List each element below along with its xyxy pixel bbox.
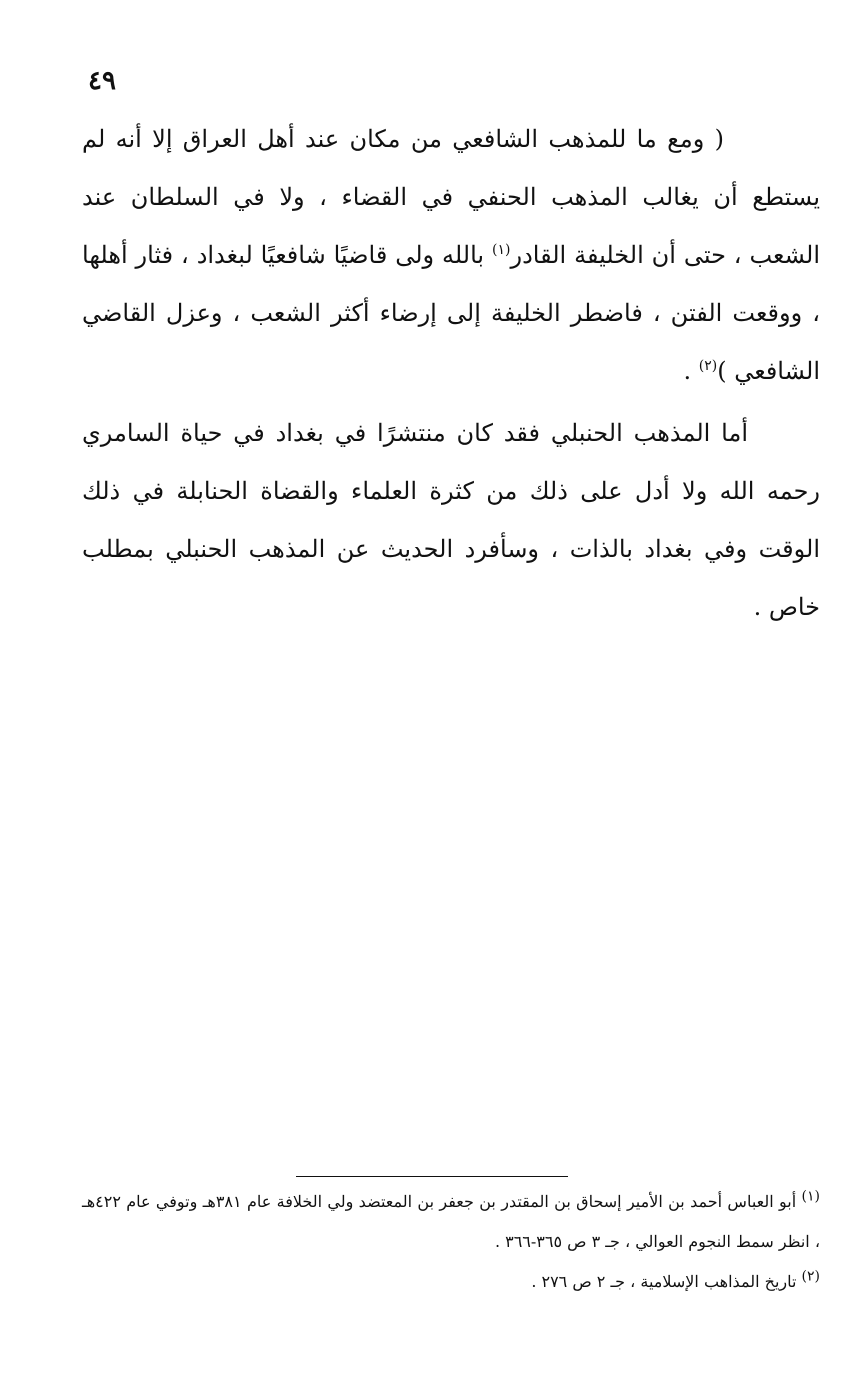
- paragraph-text: يستطع أن يغالب المذهب الحنفي في القضاء ، ولا في السلطان عند الشعب ، حتى أن الخليفة القادر: [82, 183, 820, 269]
- footnote-ref-1[interactable]: (١): [492, 242, 511, 258]
- paragraph-text: بالله ولى قاضيًا شافعيًا لبغداد ، فثار أهلها ، ووقعت الفتن ، فاضطر الخليفة إلى إرضاء أكثر الشعب ، وعزل القاضي الشافعي ): [82, 241, 820, 385]
- footnote-separator: [296, 1176, 568, 1177]
- footnote-1: [82, 1182, 820, 1262]
- paragraph-shafii: [82, 110, 820, 400]
- main-text: [82, 110, 820, 636]
- paragraph-end: .: [683, 357, 699, 385]
- footnotes: [82, 1182, 820, 1302]
- footnote-marker-2: (٢): [801, 1268, 820, 1285]
- page-number: ٤٩: [88, 66, 116, 96]
- footnote-ref-2[interactable]: (٢): [698, 358, 718, 374]
- footnote-text-1: أبو العباس أحمد بن الأمير إسحاق بن المقتدر بن جعفر بن المعتضد ولي الخلافة عام ٣٨١هـ وتوفي عام ٤٢٢هـ ، انظر سمط النجوم العوالي ، جـ ٣ ص ٣٦٥-٣٦٦ .: [82, 1192, 820, 1251]
- footnote-marker-1: (١): [801, 1188, 821, 1205]
- paragraph-first-line: ( ومع ما للمذهب الشافعي من مكان عند أهل العراق إلا أنه لم: [82, 125, 724, 153]
- paragraph-hanbali: أما المذهب الحنبلي فقد كان منتشرًا في بغداد في حياة السامري رحمه الله ولا أدل على ذلك من كثرة العلماء والقضاة الحنابلة في ذلك الوقت وفي بغداد بالذات ، وسأفرد الحديث عن المذهب الحنبلي بمطلب خاص .: [82, 419, 820, 621]
- footnote-2: [82, 1262, 820, 1302]
- footnote-text-2: تاريخ المذاهب الإسلامية ، جـ ٢ ص ٢٧٦ .: [531, 1272, 802, 1291]
